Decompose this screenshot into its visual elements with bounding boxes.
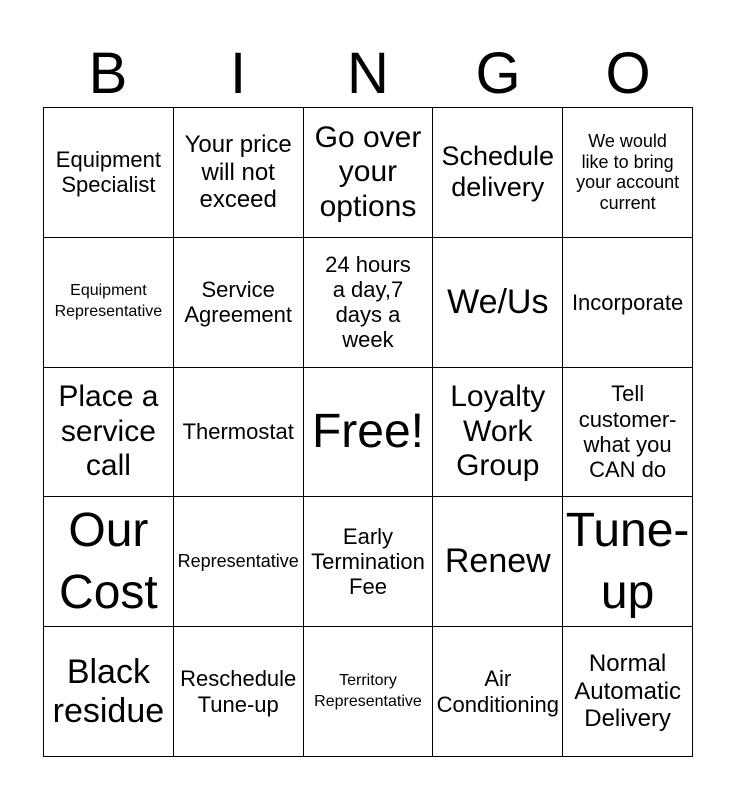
cell-text: Representative (177, 551, 299, 572)
bingo-cell-r2-c5[interactable] (563, 238, 693, 368)
bingo-cell-r2-c2[interactable] (174, 238, 304, 368)
cell-text: Black residue (52, 652, 165, 730)
bingo-cell-r4-c1[interactable] (44, 497, 174, 627)
cell-text: Reschedule Tune-up (180, 666, 297, 717)
cell-text: Air Conditioning (436, 666, 559, 717)
bingo-cell-r4-c4[interactable] (433, 497, 563, 627)
header-letter-b: B (88, 41, 128, 106)
free-space: Free! (311, 405, 424, 459)
cell-text: Your price will not exceed (184, 131, 292, 214)
cell-text: Schedule delivery (441, 141, 555, 203)
bingo-cell-r3-c2[interactable] (174, 368, 304, 498)
header-letter-i: I (229, 41, 247, 106)
bingo-header (43, 40, 693, 108)
bingo-cell-r1-c2[interactable] (174, 108, 304, 238)
header-letter-o: O (605, 41, 651, 106)
bingo-cell-r1-c5[interactable] (563, 108, 693, 238)
cell-text: Renew (444, 542, 551, 581)
cell-text: Normal Automatic Delivery (574, 650, 681, 733)
cell-text: Service Agreement (184, 276, 292, 328)
bingo-board (43, 107, 693, 757)
bingo-cell-r2-c3[interactable] (304, 238, 434, 368)
bingo-cell-r5-c5[interactable] (563, 627, 693, 757)
cell-text: Loyalty Work Group (450, 380, 546, 483)
bingo-cell-r1-c4[interactable] (433, 108, 563, 238)
cell-text: We/Us (447, 282, 549, 321)
bingo-cell-r3-c5[interactable] (563, 368, 693, 498)
bingo-cell-r1-c1[interactable] (44, 108, 174, 238)
bingo-cell-r4-c5[interactable] (563, 497, 693, 627)
cell-text: We would like to bring your account current (576, 131, 680, 214)
cell-text: Thermostat (182, 419, 294, 445)
bingo-cell-r3-c1[interactable] (44, 368, 174, 498)
cell-text: Tell customer- what you CAN do (578, 381, 677, 483)
header-letter-g: G (475, 41, 521, 106)
cell-text: Early Termination Fee (311, 523, 425, 600)
bingo-cell-r2-c1[interactable] (44, 238, 174, 368)
bingo-cell-r5-c4[interactable] (433, 627, 563, 757)
cell-text: Equipment Representative (54, 282, 163, 321)
bingo-cell-r5-c3[interactable] (304, 627, 434, 757)
header-letter-n: N (347, 41, 389, 106)
bingo-cell-r5-c1[interactable] (44, 627, 174, 757)
cell-text: 24 hours a day,7 days a week (325, 251, 411, 353)
cell-text: Our Cost (59, 504, 158, 619)
bingo-cell-r4-c2[interactable] (174, 497, 304, 627)
bingo-cell-r1-c3[interactable] (304, 108, 434, 238)
bingo-cell-r2-c4[interactable] (433, 238, 563, 368)
bingo-cell-r3-c3[interactable] (304, 368, 434, 498)
cell-text: Go over your options (314, 120, 422, 223)
bingo-cell-r4-c3[interactable] (304, 497, 434, 627)
bingo-cell-r5-c2[interactable] (174, 627, 304, 757)
cell-text: Incorporate (571, 289, 684, 315)
cell-text: Tune- up (565, 504, 690, 619)
bingo-cell-r3-c4[interactable] (433, 368, 563, 498)
cell-text: Territory Representative (314, 671, 422, 710)
cell-text: Equipment Specialist (55, 147, 161, 198)
cell-text: Place a service call (58, 380, 159, 483)
